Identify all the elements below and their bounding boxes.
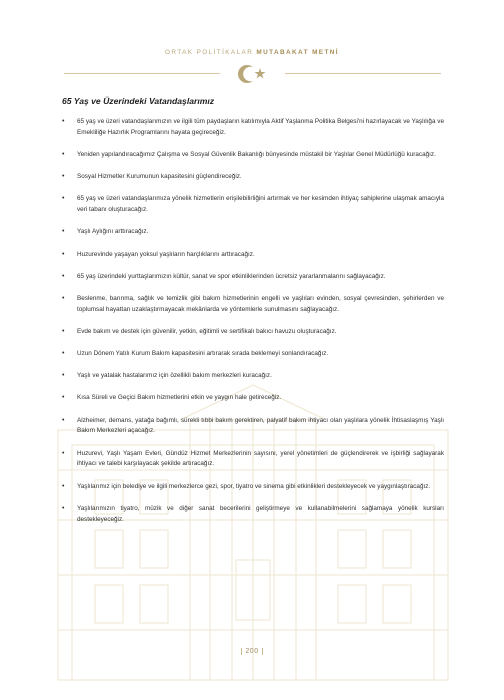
section-heading: 65 Yaş ve Üzerindeki Vatandaşlarımız xyxy=(62,96,215,106)
list-item xyxy=(62,393,444,404)
list-item xyxy=(62,504,444,526)
bullet-icon: • xyxy=(62,250,65,258)
list-item-text: Sosyal Hizmetler Kurumunun kapasitesini güçlendireceğiz. xyxy=(77,173,242,181)
list-item-text: 65 yaş ve üzeri vatandaşlarımıza yönelik hizmetlerin erişilebilirliğini artırmak ve her kesimden ihtiyaç sahiplerine ulaşmak amacıyla veri tabanı oluşturacağız. xyxy=(77,195,444,214)
list-item-text: Yeniden yapılandıracağımız Çalışma ve Sosyal Güvenlik Bakanlığı bünyesinde müstakil bir Yaşlılar Genel Müdürlüğü kuracağız. xyxy=(77,150,436,158)
bullet-icon: • xyxy=(62,482,65,490)
header-title-light: ORTAK POLİTİKALAR xyxy=(165,49,254,56)
list-item xyxy=(62,194,444,216)
bullet-icon: • xyxy=(62,272,65,280)
list-item-text: Kısa Süreli ve Geçici Bakım hizmetlerini etkin ve yaygın hale getireceğiz. xyxy=(77,394,282,402)
list-item-text: Huzurevi, Yaşlı Yaşam Evleri, Gündüz Hizmet Merkezlerinin sayısını, yerel yönetimleri de güçlendirerek ve işbirliği sağlayarak ihtiyacı ve talebi karşılayacak şekilde artıracağız. xyxy=(77,449,444,468)
bullet-icon: • xyxy=(62,372,65,380)
crescent-star-icon xyxy=(231,63,273,85)
list-item-text: Yaşlılarımız için belediye ve ilgili merkezlerce gezi, spor, tiyatro ve sinema gibi etkinlikleri destekleyecek ve yaygınlaştıracağız. xyxy=(77,482,431,490)
list-item xyxy=(62,294,444,316)
list-item-text: Huzurevinde yaşayan yoksul yaşlıların harçlıklarını arttıracağız. xyxy=(77,250,255,258)
list-item xyxy=(62,371,444,382)
list-item xyxy=(62,327,444,338)
bullet-icon: • xyxy=(62,394,65,402)
header-divider-left xyxy=(64,73,220,74)
list-item xyxy=(62,250,444,261)
page-number-value: 200 xyxy=(241,648,262,655)
bullet-icon: • xyxy=(62,449,65,457)
header-title-strong: MUTABAKAT METNİ xyxy=(256,49,339,56)
list-item-text: 65 yaş üzerindeki yurttaşlarımızın kültür, sanat ve spor etkinliklerinden ücretsiz yararlanmalarını sağlayacağız. xyxy=(77,272,386,280)
list-item xyxy=(62,449,444,471)
list-item xyxy=(62,117,444,139)
list-item xyxy=(62,416,444,438)
list-item-text: Uzun Dönem Yatılı Kurum Bakım kapasitesini artırarak sırada beklemeyi sonlandıracağız. xyxy=(77,350,329,358)
page-number xyxy=(0,648,504,655)
list-item-text: 65 yaş ve üzeri vatandaşlarımızın ve ilgili tüm paydaşların katılımıyla Aktif Yaşlanma Politika Belgesi'ni hazırlayacak ve Yaşlılığa ve Emekliliğe Hazırlık Programlarını hayata geçireceğiz. xyxy=(77,118,444,136)
bullet-icon: • xyxy=(62,294,65,302)
list-item xyxy=(62,227,444,238)
bullet-icon: • xyxy=(62,195,65,203)
header-title xyxy=(0,49,504,56)
list-item-text: Evde bakım ve destek için güvenilir, yetkin, eğitimli ve sertifikalı bakıcı havuzu oluşturacağız. xyxy=(77,327,337,335)
bullet-icon: • xyxy=(62,150,65,158)
list-item xyxy=(62,150,444,161)
list-item-text: Alzheimer, demans, yatağa bağımlı, sürekli tıbbi bakım gerektiren, palyatif bakım ihtiyacı olan yaşlılara yönelik İhtisaslaşmış Yaşlı Bakım Merkezleri açacağız. xyxy=(77,416,444,435)
bullet-icon: • xyxy=(62,118,65,125)
list-item xyxy=(62,482,444,493)
list-item xyxy=(62,349,444,360)
bullet-icon: • xyxy=(62,228,65,236)
bullet-icon: • xyxy=(62,350,65,358)
bullet-list xyxy=(62,117,444,537)
list-item-text: Beslenme, barınma, sağlık ve temizlik gibi bakım hizmetlerinin engelli ve yaşlıları evinden, sosyal çevresinden, şehirlerden ve toplumsal hayattan uzaklaştırmayacak mekânlarda ve yöntemlerle sunulmasını sağlayacağız. xyxy=(77,294,444,313)
list-item xyxy=(62,272,444,283)
bullet-icon: • xyxy=(62,504,65,512)
list-item xyxy=(62,172,444,183)
list-item-text: Yaşlı ve yatalak hastalarımız için özellikli bakım merkezleri kuracağız. xyxy=(77,372,272,380)
header-divider-right xyxy=(285,73,441,74)
bullet-icon: • xyxy=(62,416,65,424)
list-item-text: Yaşlı Aylığını arttıracağız. xyxy=(77,228,149,236)
bullet-icon: • xyxy=(62,327,65,335)
bullet-icon: • xyxy=(62,173,65,181)
list-item-text: Yaşlılarımızın tiyatro, müzik ve diğer sanat becerilerini geliştirmeye ve kullanabilmelerini sağlamaya yönelik kursları destekleyeceğiz. xyxy=(77,504,444,523)
